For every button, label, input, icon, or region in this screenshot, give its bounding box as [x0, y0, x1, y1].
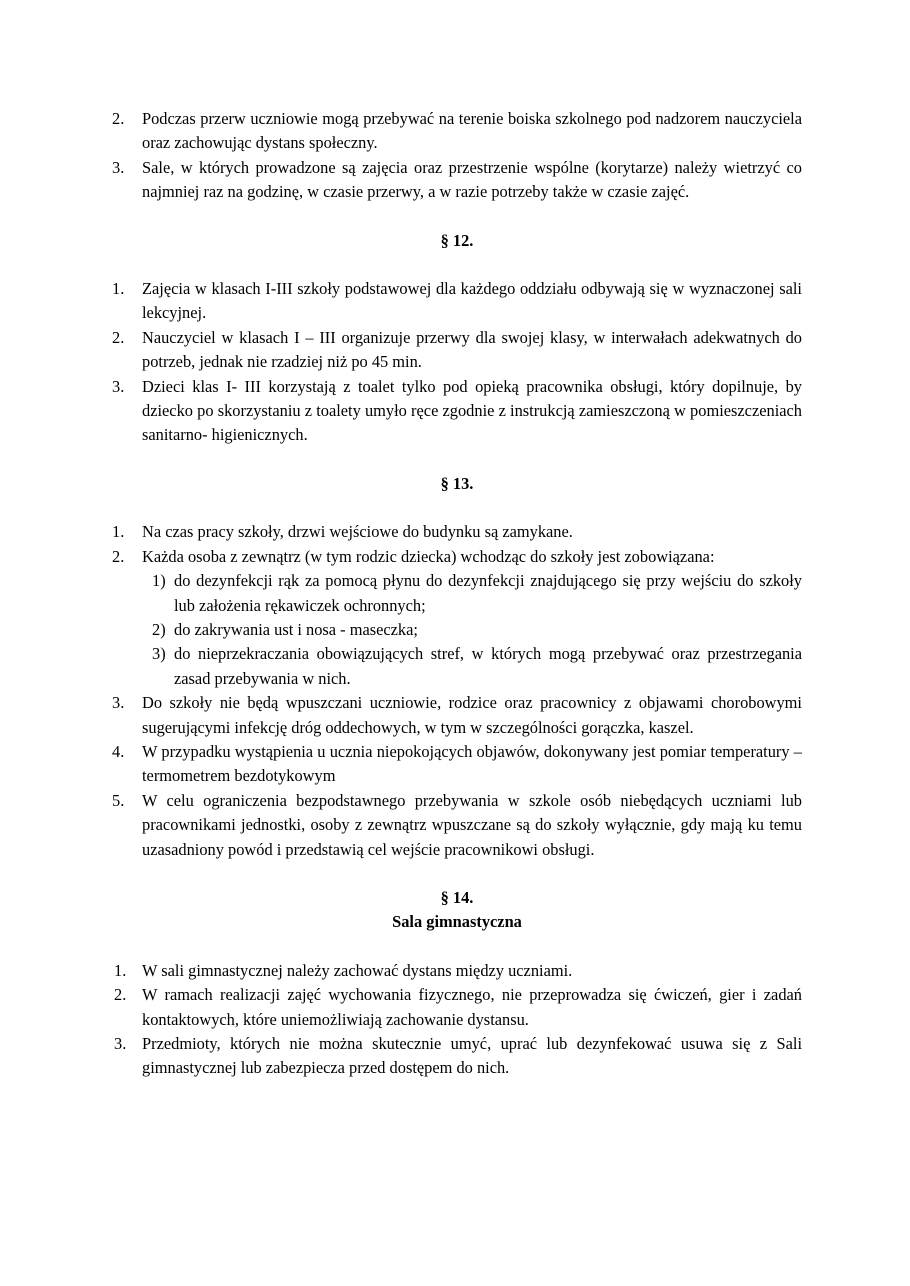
section-14-title: § 14.	[440, 887, 474, 907]
list-item	[112, 545, 802, 691]
list-item	[112, 1032, 802, 1081]
item-number: 3.	[112, 157, 125, 177]
sub-list-item	[142, 642, 802, 691]
item-number: 1.	[114, 960, 127, 980]
item-text: Dzieci klas I- III korzystają z toalet tylko pod opieką pracownika obsługi, który dopilnuje, by dziecko po skorzystaniu z toalety umyło ręce zgodnie z instrukcją zamieszczoną w pomieszczeniach sanitarno- higienicznych.	[142, 376, 802, 445]
section-12-title: § 12.	[440, 230, 474, 250]
list-item	[112, 107, 802, 156]
item-number: 5.	[112, 790, 125, 810]
section-11-list	[112, 107, 802, 205]
section-14-list	[112, 959, 802, 1081]
list-item	[112, 740, 802, 789]
item-number: 1.	[112, 279, 125, 299]
sub-list	[142, 569, 802, 691]
list-item	[112, 326, 802, 375]
list-item	[112, 959, 802, 983]
item-text: Sale, w których prowadzone są zajęcia oraz przestrzenie wspólne (korytarze) należy wietrzyć co najmniej raz na godzinę, w czasie przerwy, a w razie potrzeby także w czasie zajęć.	[142, 157, 802, 202]
item-text: Nauczyciel w klasach I – III organizuje przerwy dla swojej klasy, w interwałach adekwatnych do potrzeb, jednak nie rzadziej niż po 45 min.	[142, 327, 802, 372]
item-number: 1.	[112, 522, 125, 542]
section-13-list	[112, 520, 802, 862]
item-text: Na czas pracy szkoły, drzwi wejściowe do budynku są zamykane.	[142, 522, 573, 542]
list-item	[112, 691, 802, 740]
item-text: W przypadku wystąpienia u ucznia niepokojących objawów, dokonywany jest pomiar temperatury – termometrem bezdotykowym	[142, 741, 802, 786]
section-12-list	[112, 277, 802, 448]
section-14-subtitle: Sala gimnastyczna	[392, 912, 522, 932]
sub-list-item	[142, 569, 802, 618]
item-number: 4.	[112, 741, 125, 761]
list-item	[112, 983, 802, 1032]
item-text: Zajęcia w klasach I-III szkoły podstawowej dla każdego oddziału odbywają się w wyznaczonej sali lekcyjnej.	[142, 279, 802, 323]
sub-item-number: 3)	[152, 644, 166, 664]
item-number: 3.	[112, 693, 125, 713]
item-number: 3.	[114, 1034, 127, 1053]
sub-item-text: do dezynfekcji rąk za pomocą płynu do dezynfekcji znajdującego się przy wejściu do szkoły lub założenia rękawiczek ochronnych;	[174, 571, 802, 615]
list-item	[112, 375, 802, 448]
sub-item-text: do nieprzekraczania obowiązujących stref, w których mogą przebywać oraz przestrzegania zasad przebywania w nich.	[174, 644, 802, 688]
item-text: W ramach realizacji zajęć wychowania fizycznego, nie przeprowadza się ćwiczeń, gier i zadań kontaktowych, które uniemożliwiają zachowanie dystansu.	[142, 985, 802, 1029]
sub-item-text: do zakrywania ust i nosa - maseczka;	[174, 619, 418, 639]
item-number: 2.	[112, 327, 125, 347]
item-number: 2.	[112, 109, 125, 128]
section-13-title: § 13.	[440, 473, 474, 493]
item-text: Podczas przerw uczniowie mogą przebywać na terenie boiska szkolnego pod nadzorem nauczyciela oraz zachowując dystans społeczny.	[142, 109, 802, 153]
list-item	[112, 156, 802, 205]
document-content	[112, 107, 802, 1081]
item-text: W celu ograniczenia bezpodstawnego przebywania w szkole osób niebędących uczniami lub pracownikami jednostki, osoby z zewnątrz wpuszczane są do szkoły wyłącznie, gdy mają ku temu uzasadniony powód i przedstawią cel wejście pracownikowi obsługi.	[142, 790, 802, 859]
item-text: Przedmioty, których nie można skutecznie umyć, uprać lub dezynfekować usuwa się z Sali gimnastycznej lub zabezpiecza przed dostępem do nich.	[142, 1034, 802, 1078]
item-number: 3.	[112, 376, 125, 396]
list-item	[112, 520, 802, 544]
sub-item-number: 1)	[152, 571, 166, 591]
item-text: Do szkoły nie będą wpuszczani uczniowie, rodzice oraz pracownicy z objawami chorobowymi sugerującymi infekcję dróg oddechowych, w tym w szczególności gorączka, kaszel.	[142, 693, 802, 737]
sub-item-number: 2)	[152, 619, 166, 639]
item-text: Każda osoba z zewnątrz (w tym rodzic dziecka) wchodząc do szkoły jest zobowiązana:	[142, 546, 715, 566]
list-item	[112, 277, 802, 326]
item-text: W sali gimnastycznej należy zachować dystans między uczniami.	[142, 960, 573, 980]
list-item	[112, 789, 802, 862]
item-number: 2.	[112, 546, 125, 566]
item-number: 2.	[114, 985, 127, 1005]
sub-list-item	[142, 618, 802, 642]
